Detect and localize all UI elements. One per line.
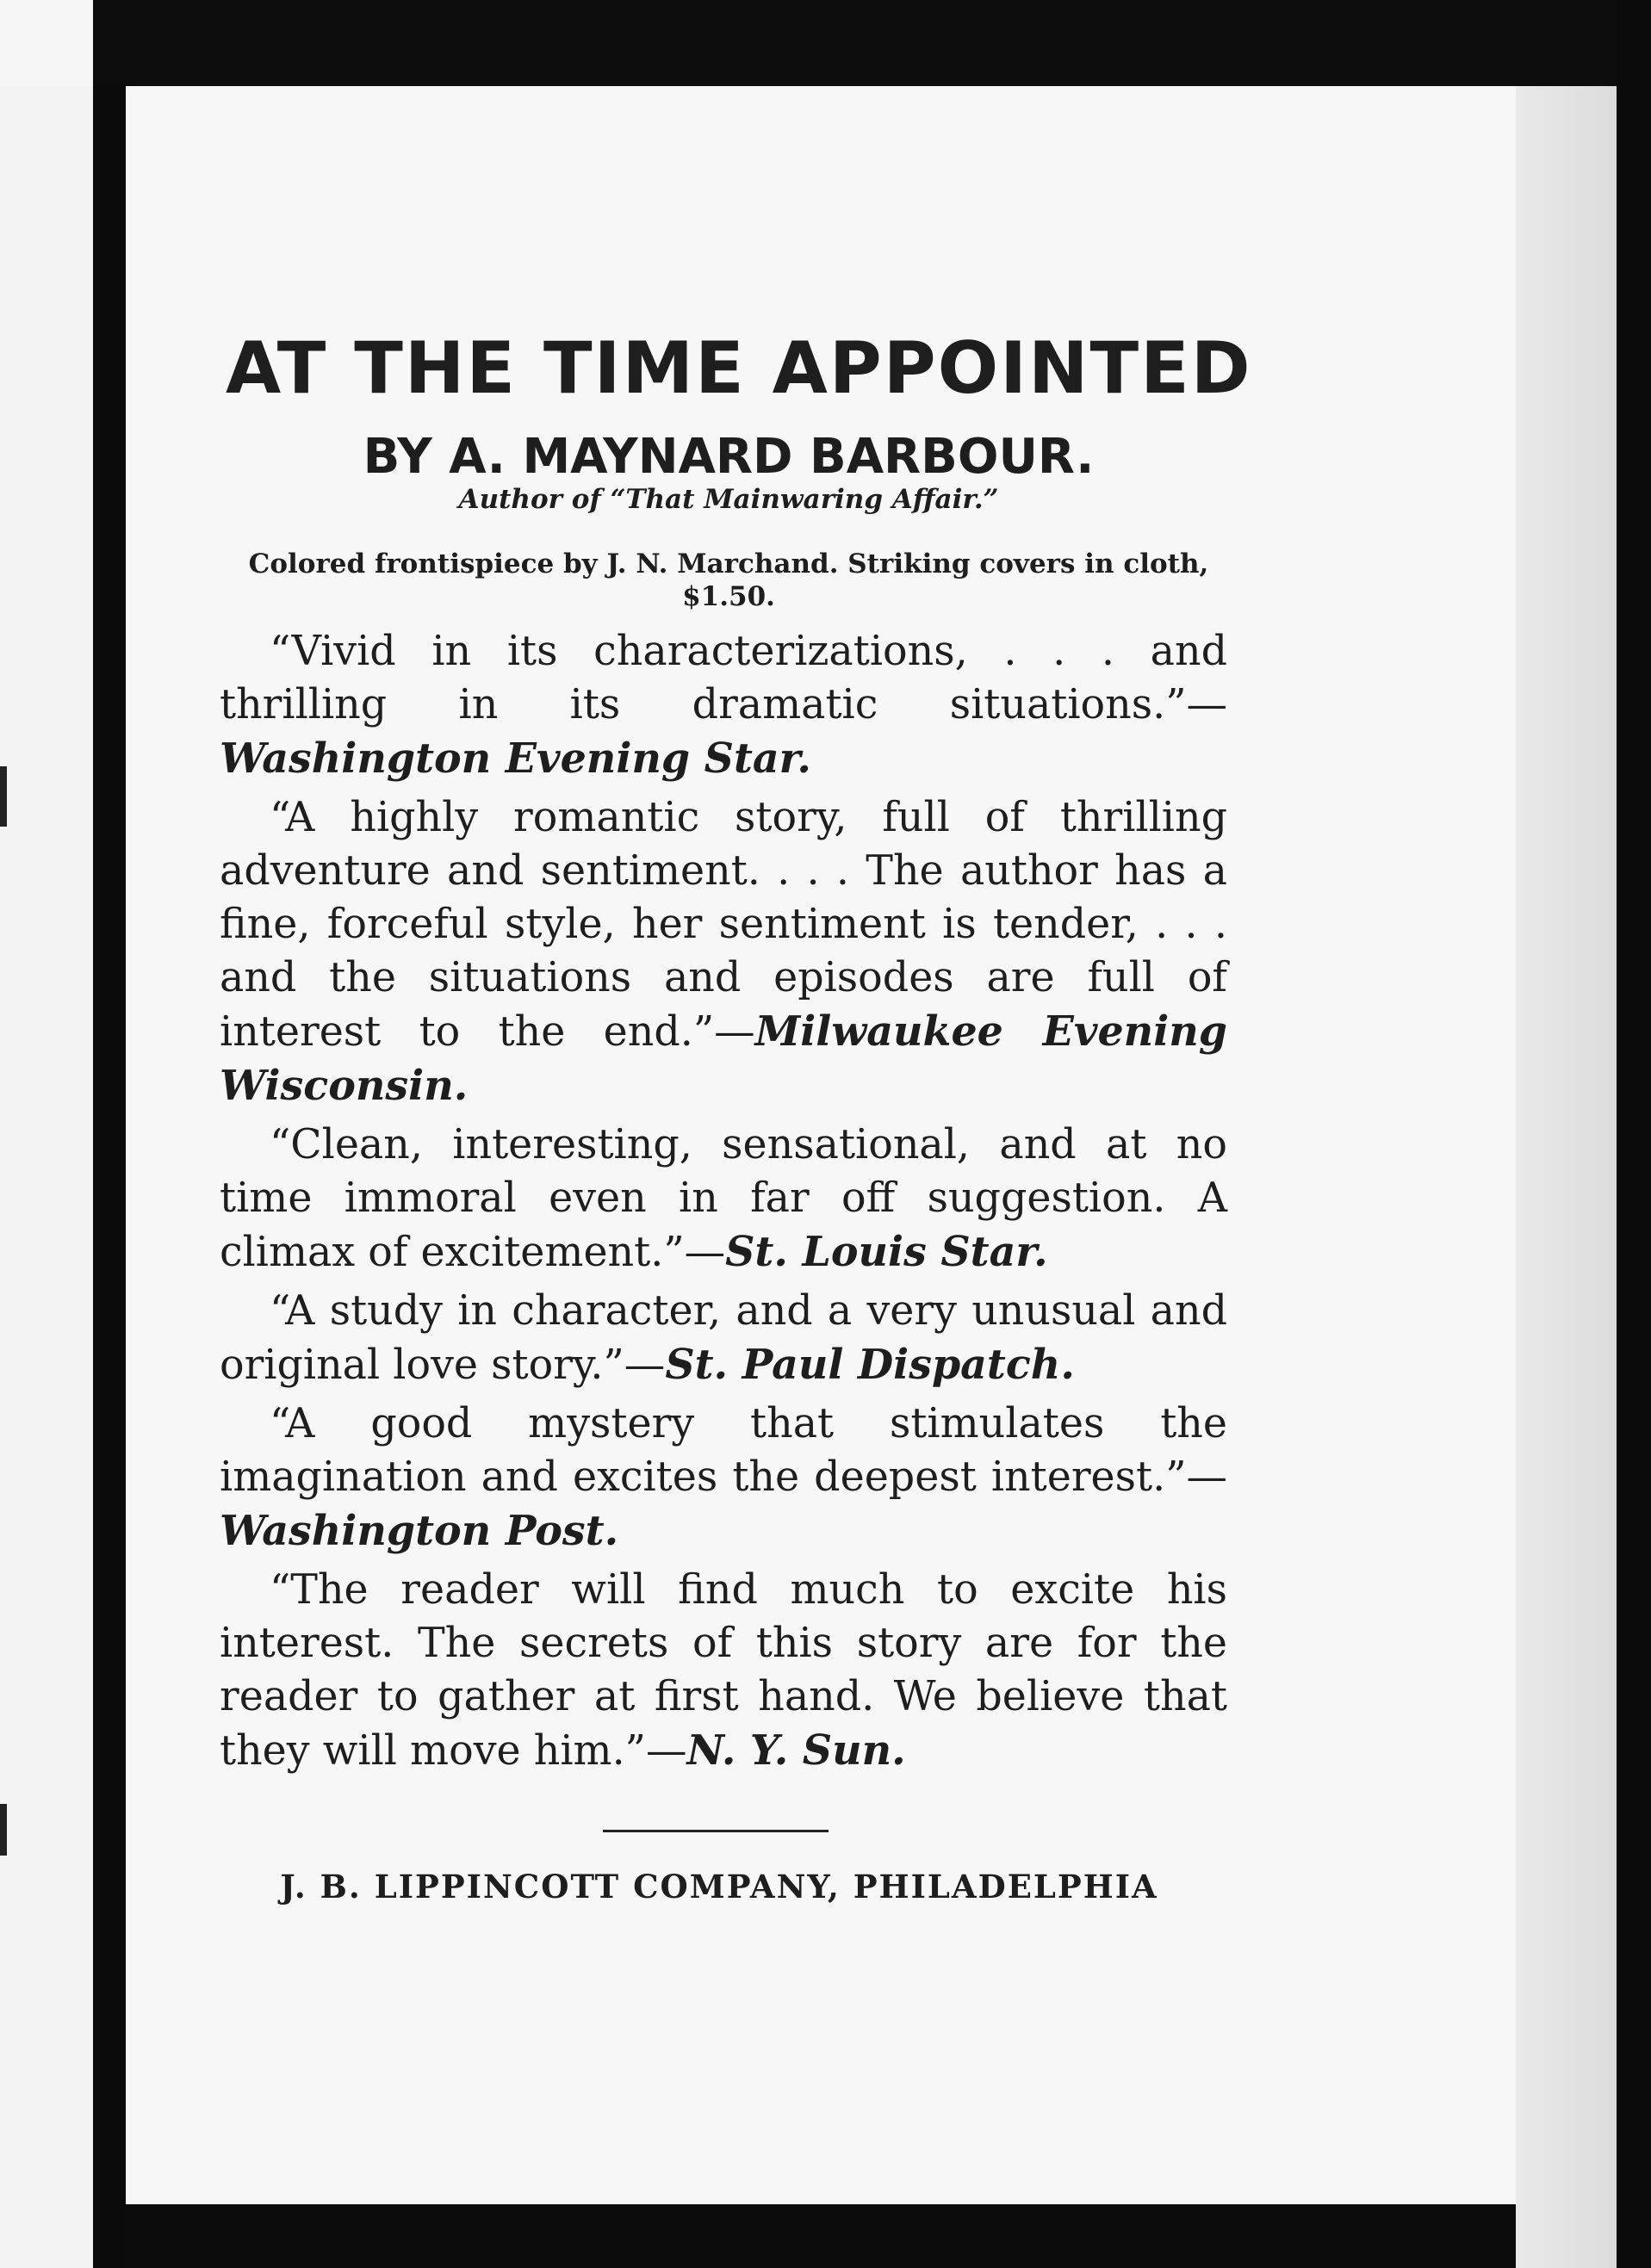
book-byline: BY A. MAYNARD BARBOUR.	[363, 429, 1095, 485]
review-quote: “Clean, interesting, sensational, and at no time immoral even in far off suggestion. A climax of excitement.”—	[220, 1121, 1227, 1276]
review-source: St. Paul Dispatch.	[665, 1341, 1075, 1389]
scan-border-bottom	[126, 2204, 1516, 2268]
facing-page-mark	[0, 766, 7, 827]
publisher-imprint: J. B. LIPPINCOTT COMPANY, PHILADELPHIA	[280, 1868, 1158, 1905]
review-quote: “Vivid in its characterizations, . . . and thrilling in its dramatic situations.”—	[220, 628, 1227, 728]
divider-rule	[603, 1830, 829, 1832]
scan-border-right	[1617, 0, 1651, 2268]
facing-page-edge	[0, 86, 93, 2268]
review-item	[220, 1397, 1227, 1558]
review-source: Washington Evening Star.	[220, 734, 811, 783]
scan-margin-top-left	[0, 0, 93, 86]
review-quote: “The reader will find much to excite his interest. The secrets of this story are for the reader to gather at first hand. We believe that they will move him.”—	[220, 1566, 1227, 1775]
author-previous-work: Author of “That Mainwaring Affair.”	[458, 484, 999, 515]
review-item	[220, 1119, 1227, 1280]
review-quote: “A highly romantic story, full of thrilling adventure and sentiment. . . . The author has a fine, forceful style, her sentiment is tender, . . . and the situations and episodes are full of interest to the end.”—	[220, 794, 1227, 1056]
book-title: AT THE TIME APPOINTED	[226, 326, 1252, 410]
review-source: St. Louis Star.	[725, 1228, 1048, 1276]
review-item	[220, 625, 1227, 786]
review-item	[220, 791, 1227, 1113]
page-edge-shadow	[1516, 86, 1617, 2268]
review-source: Milwaukee Evening Wisconsin.	[220, 1007, 1227, 1110]
review-item	[220, 1564, 1227, 1778]
review-item	[220, 1285, 1227, 1392]
facing-page-mark	[0, 1804, 7, 1856]
review-source: Washington Post.	[220, 1507, 619, 1555]
review-list	[220, 625, 1227, 1783]
review-quote: “A good mystery that stimulates the imagination and excites the deepest interest.”—	[220, 1400, 1227, 1501]
scan-border-top	[93, 0, 1651, 86]
edition-details: Colored frontispiece by J. N. Marchand. Striking covers in cloth, $1.50.	[248, 548, 1209, 612]
review-quote: “A study in character, and a very unusual and original love story.”—	[220, 1287, 1227, 1389]
review-source: N. Y. Sun.	[686, 1726, 906, 1775]
scan-border-left	[93, 86, 126, 2268]
